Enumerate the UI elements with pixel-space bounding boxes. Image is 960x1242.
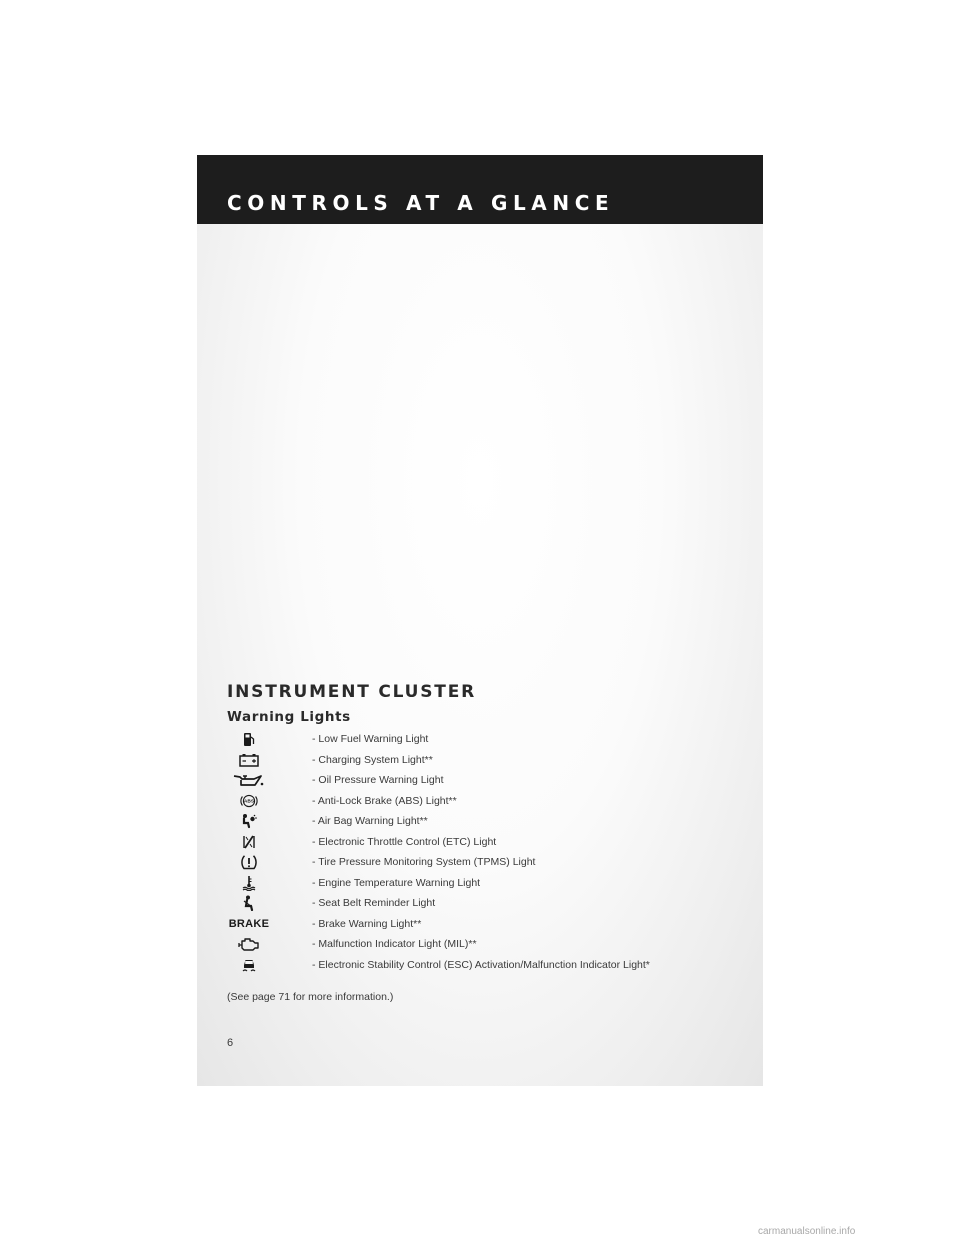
brake-icon-text: BRAKE <box>228 917 270 930</box>
throttle-icon <box>231 833 267 851</box>
fuel-pump-icon <box>231 730 267 748</box>
light-label: - Electronic Throttle Control (ETC) Light <box>312 835 497 848</box>
list-item <box>231 874 751 895</box>
battery-icon <box>231 751 267 769</box>
section-subtitle: Warning Lights <box>227 709 351 725</box>
list-item <box>231 771 751 792</box>
light-label: - Brake Warning Light** <box>312 917 422 930</box>
manual-page <box>197 155 763 1086</box>
header-bar <box>197 155 763 224</box>
light-label: - Electronic Stability Control (ESC) Activation/Malfunction Indicator Light* <box>312 958 650 971</box>
light-label: - Air Bag Warning Light** <box>312 815 428 827</box>
oil-can-icon <box>231 771 267 789</box>
section-title: INSTRUMENT CLUSTER <box>227 682 477 702</box>
light-label: - Seat Belt Reminder Light <box>312 897 436 909</box>
light-label: - Oil Pressure Warning Light <box>312 774 444 786</box>
airbag-icon <box>231 812 267 830</box>
svg-text:ABS: ABS <box>243 799 255 805</box>
light-label: - Engine Temperature Warning Light <box>312 876 481 889</box>
list-item <box>228 915 751 936</box>
list-item <box>231 833 751 854</box>
list-item <box>231 751 751 772</box>
footnote: (See page 71 for more information.) <box>227 991 394 1003</box>
light-label: - Tire Pressure Monitoring System (TPMS) Light <box>312 856 536 868</box>
list-item <box>231 730 751 751</box>
list-item <box>231 935 751 956</box>
tire-pressure-icon <box>231 853 267 871</box>
light-label: - Charging System Light** <box>312 753 433 766</box>
list-item <box>231 792 751 813</box>
brake-text-icon <box>228 915 270 933</box>
chapter-title: CONTROLS AT A GLANCE <box>227 191 615 215</box>
light-label: - Low Fuel Warning Light <box>312 733 429 745</box>
list-item <box>231 894 751 915</box>
coolant-temperature-icon <box>231 874 267 892</box>
page-number: 6 <box>227 1037 234 1049</box>
check-engine-icon <box>231 935 267 953</box>
seat-belt-icon <box>231 894 267 912</box>
warning-lights-list <box>228 730 751 976</box>
list-item <box>231 956 751 977</box>
abs-icon <box>231 792 267 810</box>
watermark: carmanualsonline.info <box>758 1226 856 1237</box>
list-item <box>231 812 751 833</box>
light-label: - Malfunction Indicator Light (MIL)** <box>312 938 477 950</box>
light-label: - Anti-Lock Brake (ABS) Light** <box>312 794 457 807</box>
list-item <box>231 853 751 874</box>
stability-control-icon <box>231 956 267 974</box>
